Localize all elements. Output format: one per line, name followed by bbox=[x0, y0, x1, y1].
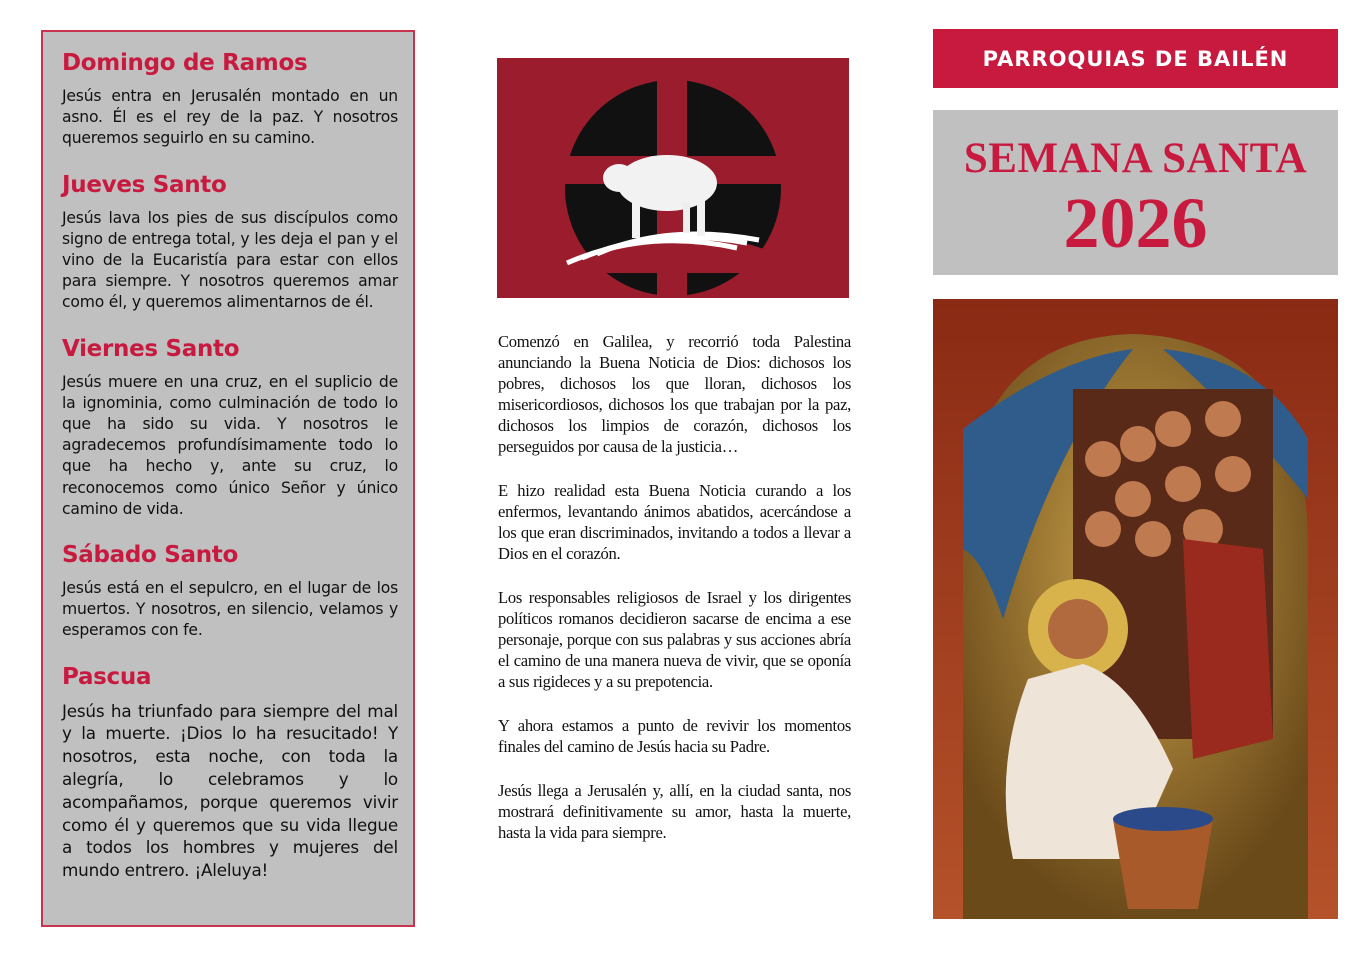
section-text: Jesús ha triunfado para siempre del mal y la muerte. ¡Dios lo ha resucitado! Y nosotros, esta noche, con toda la alegría, lo celebramos y lo acompañamos, porque queremos vivir como él y queremos que su vida llegue a todos los hombres y mujeres del mundo entrero. ¡Aleluya! bbox=[62, 700, 398, 881]
narrative-text bbox=[498, 331, 851, 866]
paragraph: Los responsables religiosos de Israel y los dirigentes políticos romanos decidieron sacarse de encima a ese personaje, porque con sus palabras y sus acciones abría el camino de una manera nueva de vivir, que se oponía a sus rigideces y a su prepotencia. bbox=[498, 588, 851, 691]
paragraph: Comenzó en Galilea, y recorrió toda Palestina anunciando la Buena Noticia de Dios: dichosos los pobres, dichosos los que lloran, dichosos los misericordiosos, dichosos los que trabajan por la paz, dichosos los limpios de corazón, dichosos los perseguidos por causa de la justicia… bbox=[498, 332, 851, 456]
title: SEMANA SANTA bbox=[963, 135, 1308, 182]
paragraph: E hizo realidad esta Buena Noticia curando a los enfermos, levantando ánimos abatidos, acercándose a los que eran discriminados, invitando a todos a llevar a Dios en el corazón. bbox=[498, 481, 851, 563]
section-text: Jesús entra en Jerusalén montado en un asno. Él es el rey de la paz. Y nosotros queremos seguirlo en su camino. bbox=[62, 87, 398, 148]
painting-icon bbox=[933, 299, 1338, 919]
lamb-logo bbox=[497, 58, 849, 298]
section-text: Jesús muere en una cruz, en el suplicio de la ignominia, como culminación de todo lo que ha sido su vida. Y nosotros le agradecemos profundísimamente todo lo que ha hecho y, ante su cruz, lo reconocemos como único Señor y único camino de vida. bbox=[62, 372, 398, 518]
section-title: Jueves Santo bbox=[62, 171, 227, 198]
days-panel bbox=[41, 30, 415, 927]
section-title: Domingo de Ramos bbox=[62, 50, 308, 76]
foot-washing-icon-painting bbox=[933, 299, 1338, 919]
paragraph: Jesús llega a Jerusalén y, allí, en la ciudad santa, nos mostrará definitivamente su amor, hasta la muerte, hasta la vida para siempre. bbox=[498, 781, 851, 842]
lamb-cross-icon bbox=[497, 58, 849, 298]
parish-banner: PARROQUIAS DE BAILÉN bbox=[933, 29, 1338, 88]
title-box bbox=[933, 110, 1338, 275]
section-text: Jesús está en el sepulcro, en el lugar de los muertos. Y nosotros, en silencio, velamos y esperamos con fe. bbox=[62, 579, 398, 640]
paragraph: Y ahora estamos a punto de revivir los momentos finales del camino de Jesús hacia su Padre. bbox=[498, 716, 851, 756]
section-title: Sábado Santo bbox=[62, 542, 238, 569]
year: 2026 bbox=[1063, 183, 1208, 263]
section-text: Jesús lava los pies de sus discípulos como signo de entrega total, y les deja el pan y el vino de la Eucaristía para estar con ellos para siempre. Y nosotros queremos amar como él, y queremos alimentarnos de él. bbox=[62, 208, 398, 312]
section-title: Viernes Santo bbox=[62, 335, 240, 362]
section-title: Pascua bbox=[62, 663, 152, 690]
